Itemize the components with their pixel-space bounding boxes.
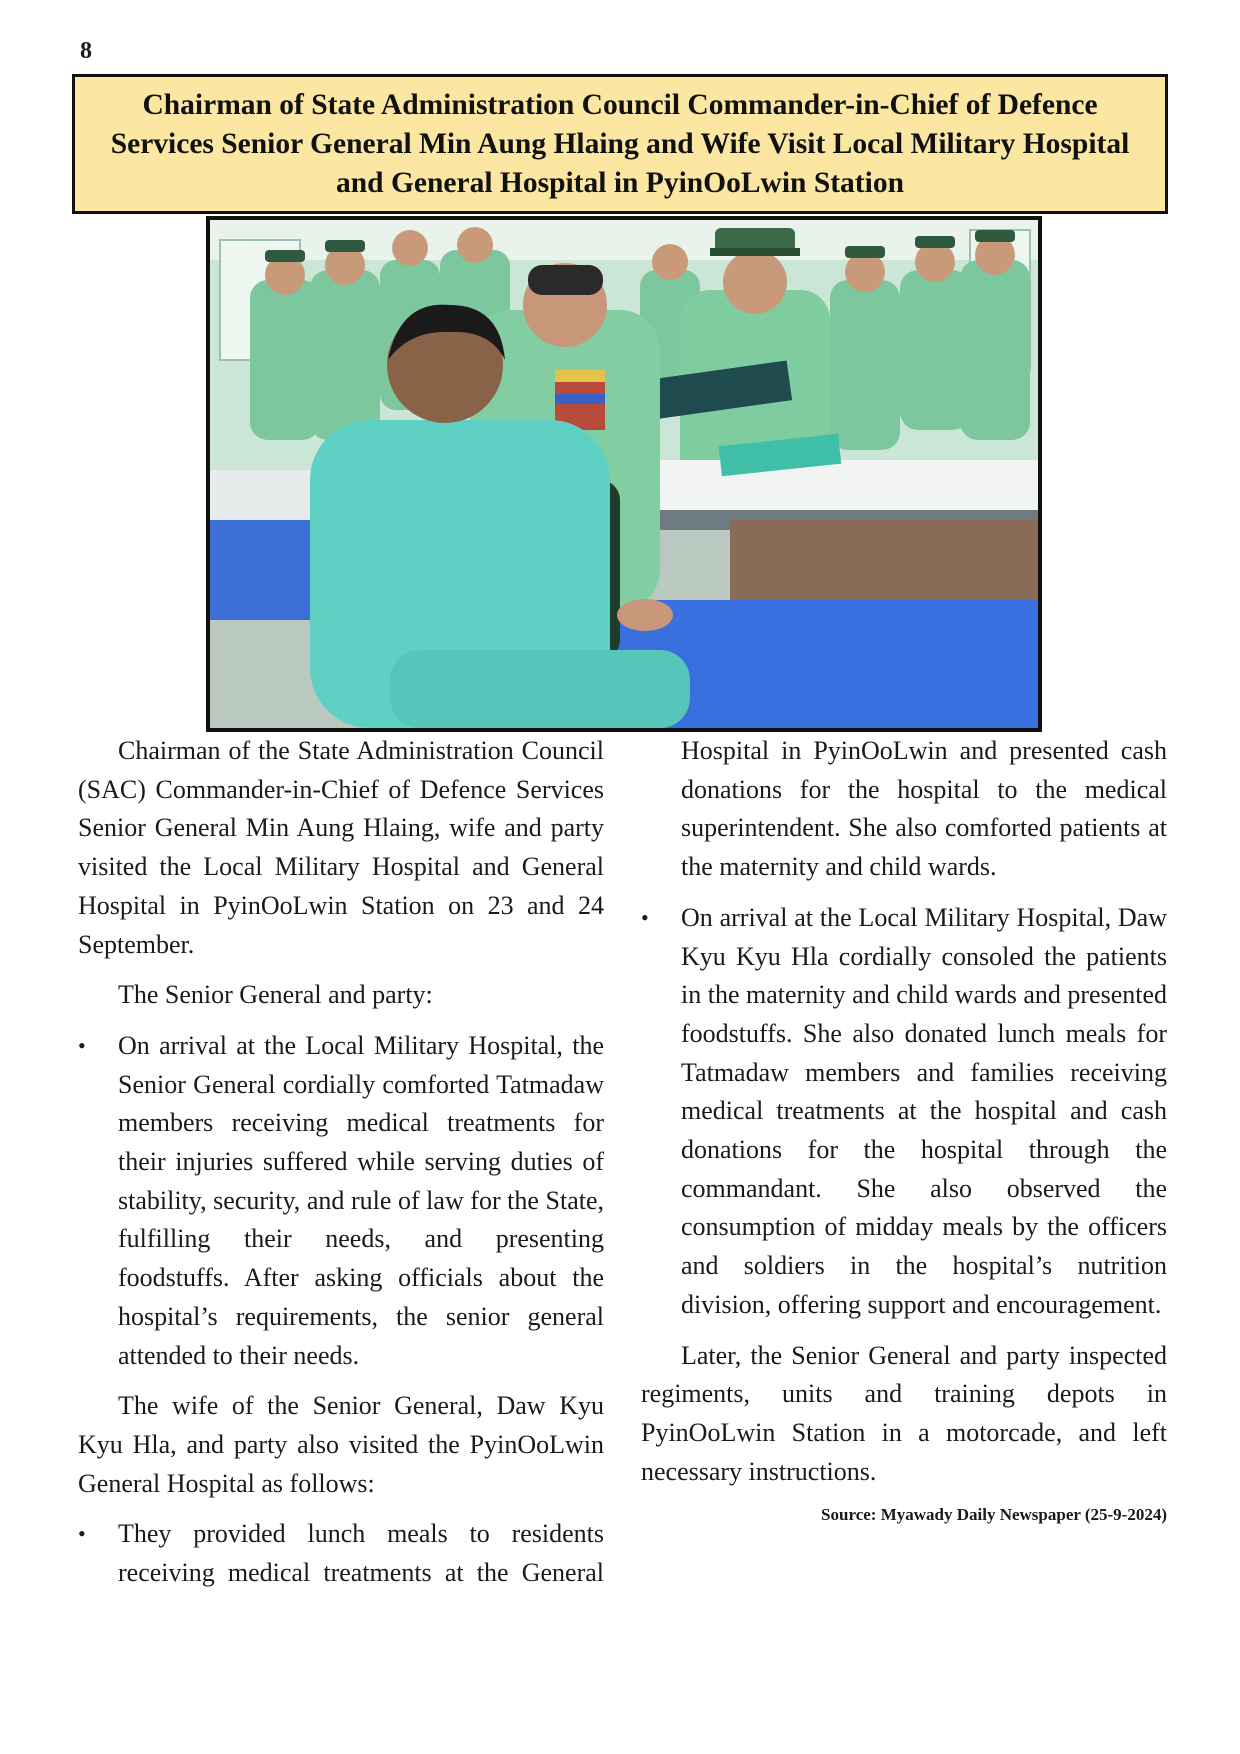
article-title: Chairman of State Administration Council Commander-in-Chief of Defence Services Senior General Min Aung Hlaing and Wife Visit Local Military Hospital and General Hospital in PyinOoLwin Station	[110, 88, 1130, 199]
party-lead-paragraph: The Senior General and party:	[118, 980, 433, 1010]
right-column	[641, 732, 1167, 1527]
wife-lead-paragraph: The wife of the Senior General, Daw Kyu Kyu Hla, and party also visited the PyinOoLwin General Hospital as follows:	[78, 1391, 604, 1498]
wife-list	[78, 1515, 604, 1592]
photo-hospital-visit-icon	[210, 220, 1038, 728]
bullet-icon: •	[641, 904, 649, 930]
bullet-icon: •	[78, 1521, 86, 1547]
bullet-icon: •	[78, 1032, 86, 1058]
article-photo	[206, 216, 1042, 732]
page-number: 8	[80, 38, 92, 64]
senior-general-list	[78, 1027, 604, 1375]
source-credit: Source: Myawady Daily Newspaper (25-9-2024)	[821, 1505, 1167, 1525]
closing-paragraph: Later, the Senior General and party inspected regiments, units and training depots in PyinOoLwin Station in a motorcade, and left necessary instructions.	[641, 1340, 1167, 1486]
left-column	[78, 732, 604, 1605]
list-item: • On arrival at the Local Military Hospital, Daw Kyu Kyu Hla cordially consoled the patients in the maternity and child wards and presented foodstuffs. She also donated lunch meals for Tatmadaw members and families receiving medical treatments at the hospital and cash donations for the hospital through the commandant. She also observed the consumption of midday meals by the officers and soldiers in the hospital’s nutrition division, offering support and encouragement.	[641, 899, 1167, 1325]
list-item: Hospital in PyinOoLwin and presented cash donations for the hospital to the medical superintendent. She also comforted patients at the maternity and child wards.	[681, 736, 1167, 882]
wife-list-continued	[641, 732, 1167, 1325]
list-item: • They provided lunch meals to residents receiving medical treatments at the General	[78, 1515, 604, 1592]
title-box	[72, 74, 1168, 214]
list-item: • On arrival at the Local Military Hospital, the Senior General cordially comforted Tatmadaw members receiving medical treatments for their injuries suffered while serving duties of stability, security, and rule of law for the State, fulfilling their needs, and presenting foodstuffs. After asking officials about the hospital’s requirements, the senior general attended to their needs.	[78, 1027, 604, 1375]
intro-paragraph: Chairman of the State Administration Council (SAC) Commander-in-Chief of Defence Services Senior General Min Aung Hlaing, wife and party visited the Local Military Hospital and General Hospital in PyinOoLwin Station on 23 and 24 September.	[78, 736, 604, 959]
